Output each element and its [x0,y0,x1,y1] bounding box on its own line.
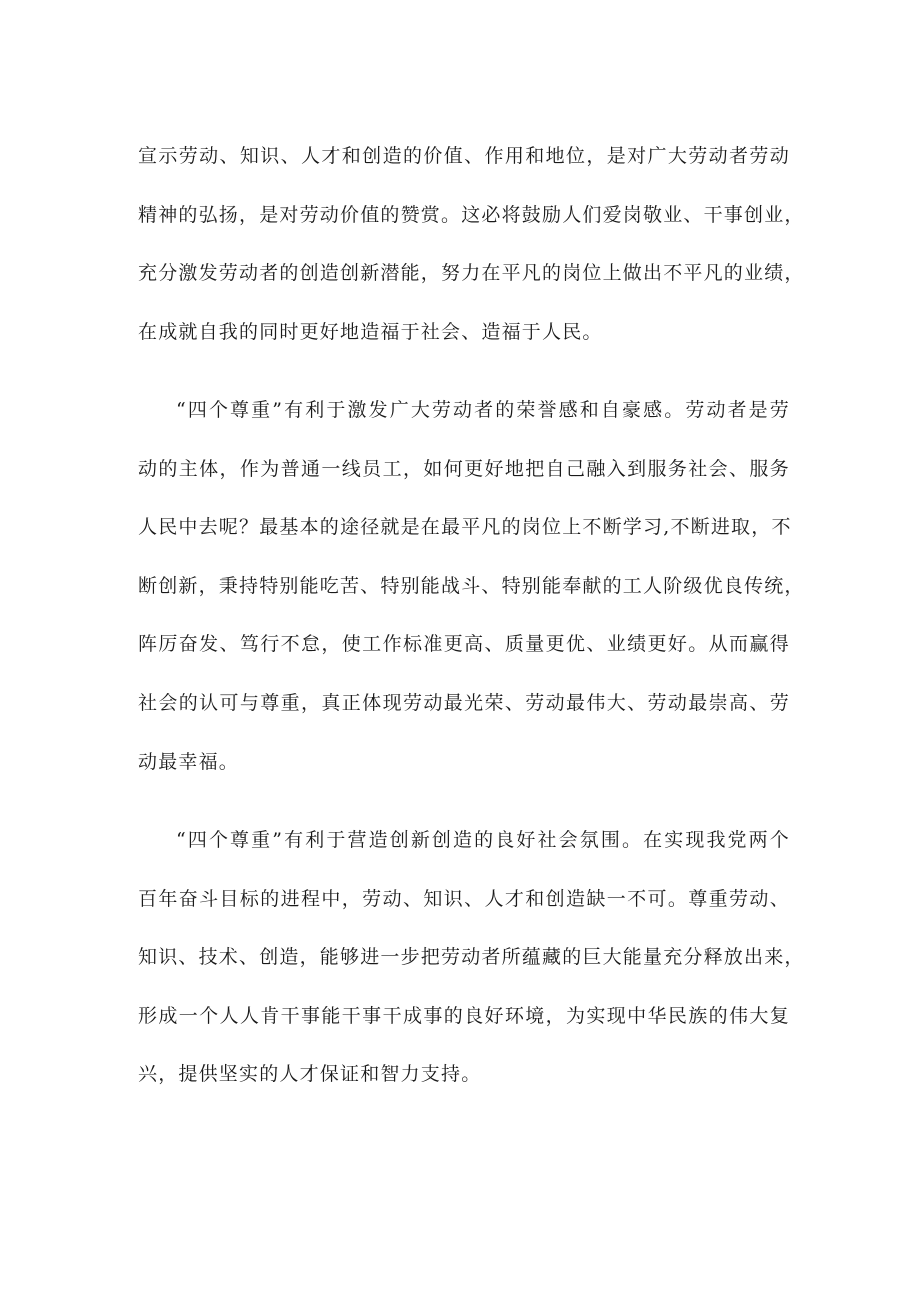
paragraph-line: 人民中去呢？最基本的途径就是在最平凡的岗位上不断学习,不断进取，不 [138,516,792,539]
paragraph-line: 形成一个人人肯干事能干事干成事的良好环境，为实现中华民族的伟大复 [138,1004,790,1027]
paragraph-1 [138,127,805,361]
paragraph-line: 断创新，秉持特别能吃苦、特别能战斗、特别能奉献的工人阶级优良传统， [138,574,805,597]
paragraph-line: 阵厉奋发、笃行不怠，使工作标准更高、质量更优、业绩更好。从而赢得 [138,633,790,656]
paragraph-line: 充分激发劳动者的创造创新潜能，努力在平凡的岗位上做出不平凡的业绩， [138,262,805,285]
paragraph-line: 动的主体，作为普通一线员工，如何更好地把自己融入到服务社会、服务 [138,457,790,480]
paragraph-line: 社会的认可与尊重，真正体现劳动最光荣、劳动最伟大、劳动最崇高、劳 [138,691,790,714]
paragraph-line: 在成就自我的同时更好地造福于社会、造福于人民。 [138,320,603,343]
paragraph-line: “四个尊重”有利于激发广大劳动者的荣誉感和自豪感。劳动者是劳 [176,399,790,421]
paragraph-line: 知识、技术、创造，能够进一步把劳动者所蕴藏的巨大能量充分释放出来， [138,946,805,969]
paragraph-line: 百年奋斗目标的进程中，劳动、知识、人才和创造缺一不可。尊重劳动、 [138,887,790,910]
paragraph-line: “四个尊重”有利于营造创新创造的良好社会氛围。在实现我党两个 [176,829,790,851]
paragraph-2 [138,381,805,791]
paragraph-line: 兴，提供坚实的人才保证和智力支持。 [138,1063,482,1086]
paragraph-line: 宣示劳动、知识、人才和创造的价值、作用和地位，是对广大劳动者劳动 [138,145,790,167]
paragraph-line: 精神的弘扬，是对劳动价值的赞赏。这必将鼓励人们爱岗敬业、干事创业， [138,203,805,226]
paragraph-line: 动最幸福。 [138,750,240,773]
paragraph-3 [138,811,805,1104]
